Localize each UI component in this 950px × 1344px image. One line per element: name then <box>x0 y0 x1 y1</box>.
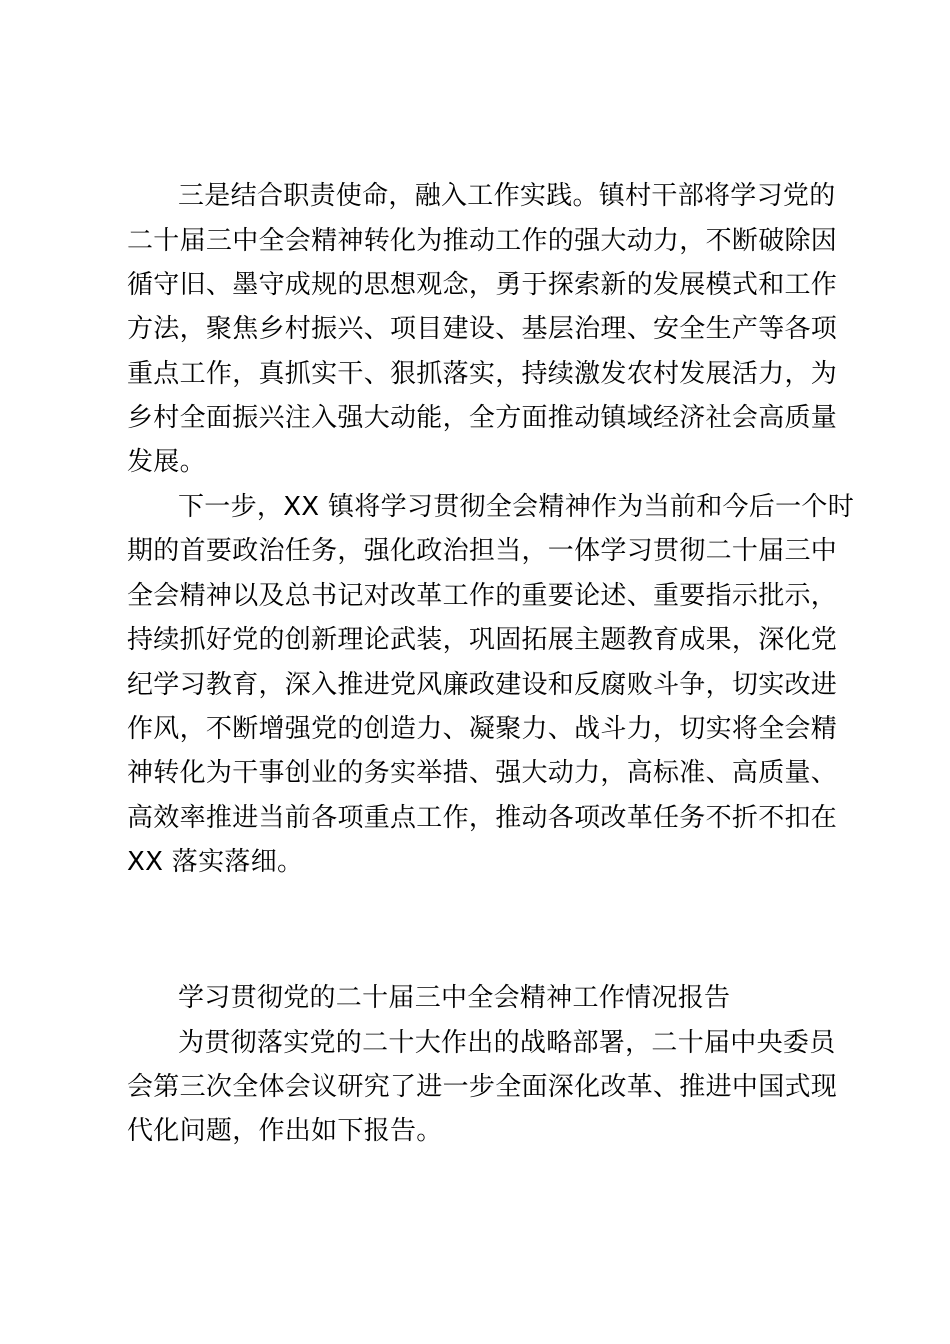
paragraph-2-line-3: 全会精神以及总书记对改革工作的重要论述、重要指示批示， <box>127 581 838 611</box>
paragraph-1-line-4: 方法，聚焦乡村振兴、项目建设、基层治理、安全生产等各项 <box>127 314 838 344</box>
paragraph-2-line-7: 神转化为干事创业的务实举措、强大动力，高标准、高质量、 <box>127 758 838 788</box>
paragraph-2-line-6: 作风，不断增强党的创造力、凝聚力、战斗力，切实将全会精 <box>127 714 838 744</box>
paragraph-2-line-9: XX 落实落细。 <box>127 847 304 877</box>
paragraph-2-line-8: 高效率推进当前各项重点工作，推动各项改革任务不折不扣在 <box>127 803 838 833</box>
paragraph-1-line-1: 三是结合职责使命，融入工作实践。镇村干部将学习党的 <box>178 181 836 211</box>
paragraph-2-line-1: 下一步，XX 镇将学习贯彻全会精神作为当前和今后一个时 <box>178 492 854 522</box>
paragraph-3-line-1: 为贯彻落实党的二十大作出的战略部署，二十届中央委员 <box>178 1028 836 1058</box>
paragraph-2-line-2: 期的首要政治任务，强化政治担当，一体学习贯彻二十届三中 <box>127 536 838 566</box>
section-title: 学习贯彻党的二十届三中全会精神工作情况报告 <box>178 983 731 1013</box>
paragraph-2-line-5: 纪学习教育，深入推进党风廉政建设和反腐败斗争，切实改进 <box>127 670 838 700</box>
paragraph-1-line-7: 发展。 <box>127 447 206 477</box>
paragraph-1-line-2: 二十届三中全会精神转化为推动工作的强大动力，不断破除因 <box>127 226 838 256</box>
paragraph-3-line-2: 会第三次全体会议研究了进一步全面深化改革、推进中国式现 <box>127 1072 838 1102</box>
paragraph-1-line-3: 循守旧、墨守成规的思想观念，勇于探索新的发展模式和工作 <box>127 270 838 300</box>
paragraph-1-line-5: 重点工作，真抓实干、狠抓落实，持续激发农村发展活力，为 <box>127 359 838 389</box>
paragraph-2-line-4: 持续抓好党的创新理论武装，巩固拓展主题教育成果，深化党 <box>127 625 838 655</box>
paragraph-1-line-6: 乡村全面振兴注入强大动能，全方面推动镇域经济社会高质量 <box>127 403 838 433</box>
paragraph-3-line-3: 代化问题，作出如下报告。 <box>127 1116 443 1146</box>
